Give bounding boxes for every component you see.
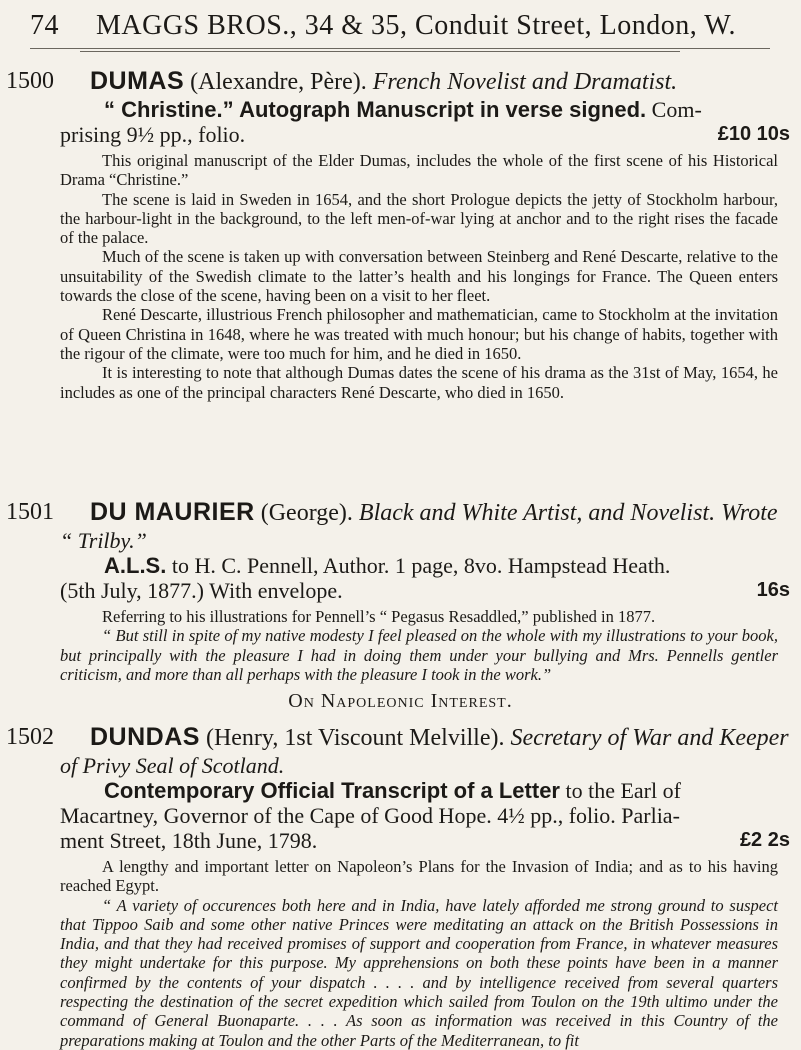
price: £2 2s bbox=[739, 829, 790, 851]
note-paragraph: Much of the scene is taken up with conversation between Steinberg and René Descarte, relative to the unsuitability of the Swedish climate to the latter’s health and his longings for France. The Queen enters towards the close of the scene, having been on a visit to her fleet. bbox=[60, 247, 778, 306]
item-title-line bbox=[90, 778, 790, 803]
entry-heading bbox=[90, 66, 790, 97]
quote-paragraph: “ But still in spite of my native modesty I feel pleased on the whole with my illustrations to your book, but principally with the pleasure I had in doing them under your bullying and Mrs. Pennells gentler criticism, and more than all perhaps with the pleasure I took in the work.” bbox=[60, 626, 778, 684]
header-rule-2 bbox=[80, 51, 680, 52]
running-title: MAGGS BROS., 34 & 35, Conduit Street, London, W. bbox=[96, 10, 737, 41]
item-extent: prising 9½ pp., folio. bbox=[60, 122, 246, 147]
author-descriptor: Secretary of War and Keeper bbox=[510, 725, 789, 751]
item-title-line-3 bbox=[60, 828, 790, 853]
author-name: DUNDAS bbox=[90, 723, 200, 751]
note-paragraph: René Descarte, illustrious French philosopher and mathematician, came to Stockholm at the invitation of Queen Christina in 1648, where he was treated with much honour; but his change of habits, together with the rigour of the climate, were too much for him, and he died in 1650. bbox=[60, 305, 778, 363]
running-header bbox=[30, 10, 790, 42]
author-descriptor: French Novelist and Dramatist. bbox=[372, 69, 678, 95]
item-date: ment Street, 18th June, 1798. bbox=[60, 828, 318, 853]
item-description: to H. C. Pennell, Author. 1 page, 8vo. Hampstead Heath. bbox=[171, 553, 671, 578]
entry-heading bbox=[90, 497, 790, 528]
author-detail: (Alexandre, Père). bbox=[190, 69, 367, 95]
item-title: Contemporary Official Transcript of a Letter bbox=[104, 778, 560, 803]
price: £10 10s bbox=[717, 123, 790, 145]
item-description: Com- bbox=[651, 97, 702, 122]
author-name: DUMAS bbox=[90, 67, 185, 95]
author-descriptor: Black and White Artist, and Novelist. Wrote bbox=[358, 500, 778, 526]
price: 16s bbox=[756, 579, 790, 601]
author-detail: (George). bbox=[260, 500, 353, 526]
item-title: “ Christine.” bbox=[104, 97, 234, 122]
item-title-line-2: Macartney, Governor of the Cape of Good Hope. 4½ pp., folio. Parlia- bbox=[60, 803, 680, 828]
item-title-line-2 bbox=[60, 578, 790, 603]
item-extent: (5th July, 1877.) With envelope. bbox=[60, 578, 343, 603]
page-number: 74 bbox=[30, 10, 59, 41]
item-title-line bbox=[90, 97, 790, 122]
note-paragraph: This original manuscript of the Elder Dumas, includes the whole of the first scene of his Historical Drama “Christine.” bbox=[60, 151, 778, 190]
item-title-line bbox=[90, 553, 790, 578]
quote-paragraph: “ A variety of occurences both here and in India, have lately afforded me strong ground to suspect that Tippoo Saib and some other native Princes were meditating an attack on the British Possessions in India, and that they had received promises of support and cooperation from France, in whatever measures they might undertake for this purpose. My apprehensions on both these points have been in a manner confirmed by the contents of your dispatch . . . . and by intelligence received from several quarters respecting the destination of the secret expedition which sailed from Toulon on the 19th ultimo under the command of General Buonaparte. . . . As soon as information was received in this Country of the preparations making at Toulon and the other Parts of the Mediterranean, to fit bbox=[60, 895, 778, 1050]
entry-number: 1500 bbox=[6, 68, 54, 94]
item-type: Autograph Manuscript in verse signed. bbox=[239, 97, 647, 122]
section-heading: On Napoleonic Interest. bbox=[288, 690, 513, 712]
note-paragraph: Referring to his illustrations for Pennell’s “ Pegasus Resaddled,” published in 1877. bbox=[102, 607, 656, 626]
header-rule bbox=[30, 48, 770, 49]
author-detail: (Henry, 1st Viscount Melville). bbox=[205, 725, 505, 751]
author-descriptor-line-2: of Privy Seal of Scotland. bbox=[60, 753, 285, 778]
note-paragraph: The scene is laid in Sweden in 1654, and the short Prologue depicts the jetty of Stockholm harbour, the harbour-light in the background, to the left men-of-war lying at anchor and to the right rises the facade of the palace. bbox=[60, 189, 778, 248]
author-descriptor-line-2: “ Trilby.” bbox=[60, 528, 147, 553]
item-title-line-2 bbox=[60, 122, 790, 147]
note-paragraph: A lengthy and important letter on Napoleon’s Plans for the Invasion of India; and as to his having reached Egypt. bbox=[60, 857, 778, 896]
item-description: to the Earl of bbox=[565, 778, 681, 803]
author-name: DU MAURIER bbox=[90, 498, 255, 526]
note-paragraph: It is interesting to note that although Dumas dates the scene of his drama as the 31st of May, 1654, he includes as one of the principal characters René Descarte, who died in 1650. bbox=[60, 363, 778, 402]
entry-heading bbox=[90, 722, 790, 753]
item-title: A.L.S. bbox=[104, 553, 167, 578]
entry-number: 1501 bbox=[6, 499, 54, 525]
entry-number: 1502 bbox=[6, 724, 54, 750]
